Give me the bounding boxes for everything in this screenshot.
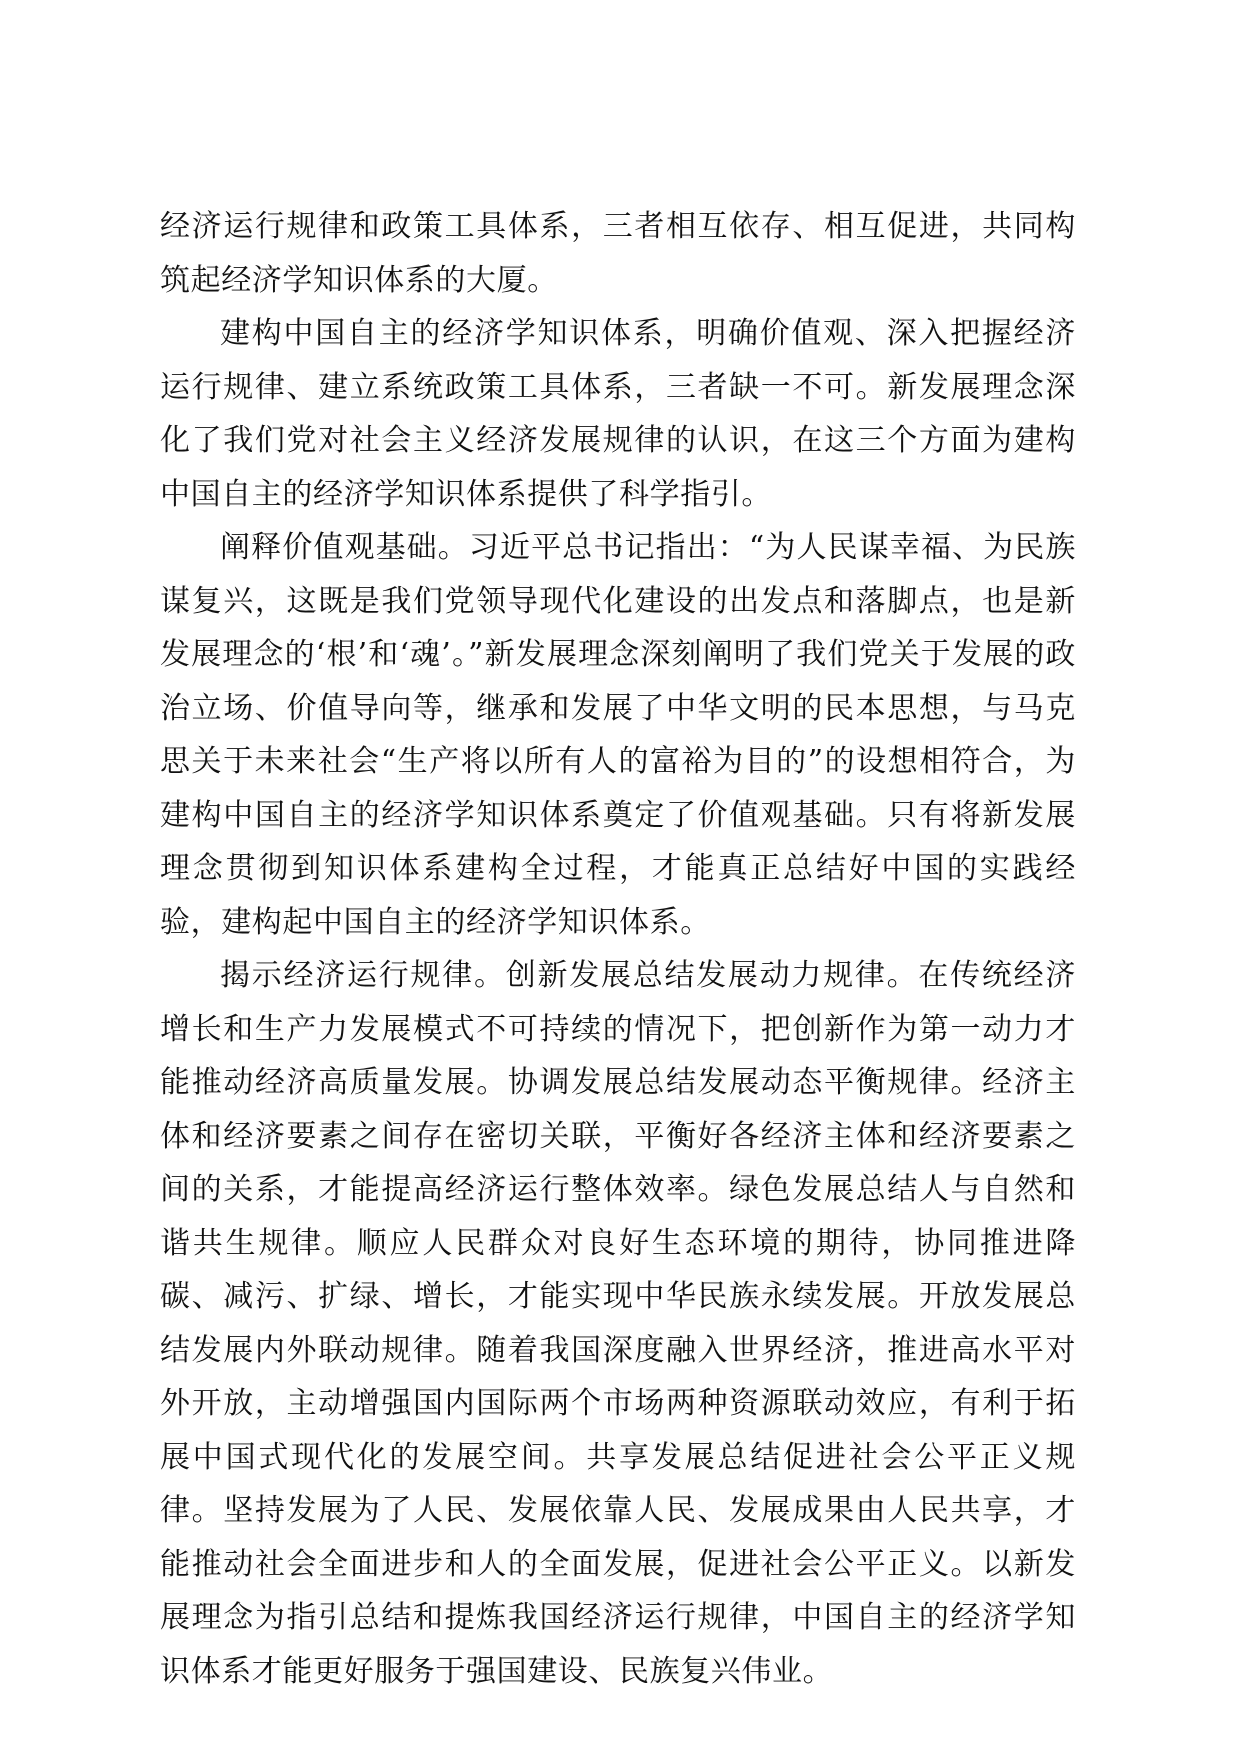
paragraph-economic-laws: 揭示经济运行规律。创新发展总结发展动力规律。在传统经济增长和生产力发展模式不可持续的情况下，把创新作为第一动力才能推动经济高质量发展。协调发展总结发展动态平衡规律。经济主体和经济要素之间存在密切关联，平衡好各经济主体和经济要素之间的关系，才能提高经济运行整体效率。绿色发展总结人与自然和谐共生规律。顺应人民群众对良好生态环境的期待，协同推进降碳、减污、扩绿、增长，才能实现中华民族永续发展。开放发展总结发展内外联动规律。随着我国深度融入世界经济，推进高水平对外开放，主动增强国内国际两个市场两种资源联动效应，有利于拓展中国式现代化的发展空间。共享发展总结促进社会公平正义规律。坚持发展为了人民、发展依靠人民、发展成果由人民共享，才能推动社会全面进步和人的全面发展，促进社会公平正义。以新发展理念为指引总结和提炼我国经济运行规律，中国自主的经济学知识体系才能更好服务于强国建设、民族复兴伟业。 — [160, 958, 1076, 1689]
paragraph-continued: 经济运行规律和政策工具体系，三者相互依存、相互促进，共同构筑起经济学知识体系的大厦。 — [160, 209, 1076, 298]
paragraph-value-foundation: 阐释价值观基础。习近平总书记指出：“为人民谋幸福、为民族谋复兴，这既是我们党领导现代化建设的出发点和落脚点，也是新发展理念的‘根’和‘魂’。”新发展理念深刻阐明了我们党关于发展的政治立场、价值导向等，继承和发展了中华文明的民本思想，与马克思关于未来社会“生产将以所有人的富裕为目的”的设想相符合，为建构中国自主的经济学知识体系奠定了价值观基础。只有将新发展理念贯彻到知识体系建构全过程，才能真正总结好中国的实践经验，建构起中国自主的经济学知识体系。 — [160, 530, 1076, 940]
paragraph-knowledge-system: 建构中国自主的经济学知识体系，明确价值观、深入把握经济运行规律、建立系统政策工具体系，三者缺一不可。新发展理念深化了我们党对社会主义经济发展规律的认识，在这三个方面为建构中国自主的经济学知识体系提供了科学指引。 — [160, 316, 1076, 512]
document-page — [160, 200, 1076, 1698]
